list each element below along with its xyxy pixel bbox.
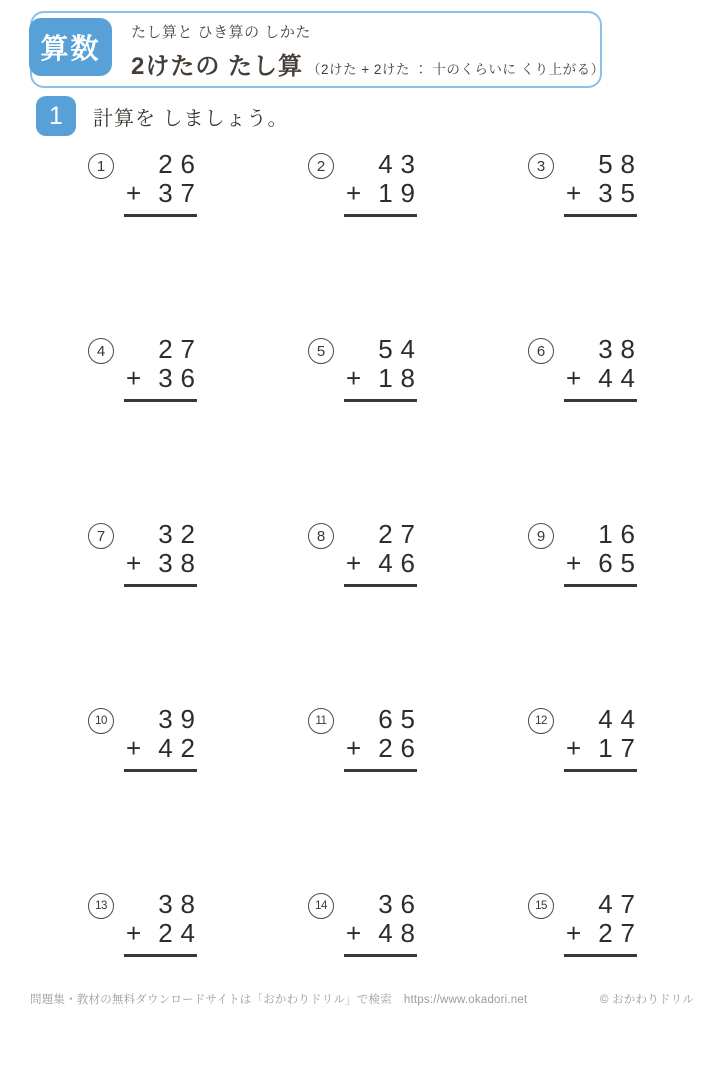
footer-promo-text: 問題集・教材の無料ダウンロードサイトは「おかわりドリル」で検索 xyxy=(30,994,392,1006)
problem-9 xyxy=(528,520,724,705)
section-heading xyxy=(36,96,289,136)
problem-number: 15 xyxy=(528,893,554,919)
plus-sign: + xyxy=(566,548,582,579)
addend-bottom: 44 xyxy=(598,363,643,394)
footer-copyright: © おかわりドリル xyxy=(600,994,694,1006)
vertical-addition xyxy=(344,334,423,402)
vertical-addition xyxy=(344,889,423,957)
addend-top: 16 xyxy=(598,519,643,549)
plus-sign: + xyxy=(126,733,142,764)
problem-number: 8 xyxy=(308,523,334,549)
addend-bottom: 24 xyxy=(158,918,203,949)
addend-bottom: 38 xyxy=(158,548,203,579)
addend-bottom: 26 xyxy=(378,733,423,764)
problem-8 xyxy=(308,520,528,705)
vertical-addition xyxy=(344,704,423,772)
section-number-badge: 1 xyxy=(36,96,76,136)
addend-top: 26 xyxy=(158,149,203,179)
addend-bottom: 48 xyxy=(378,918,423,949)
footer-url: https://www.okadori.net xyxy=(403,994,528,1006)
vertical-addition xyxy=(124,334,203,402)
plus-sign: + xyxy=(346,363,362,394)
addend-top: 65 xyxy=(378,704,423,734)
addend-top: 58 xyxy=(598,149,643,179)
addend-bottom: 19 xyxy=(378,178,423,209)
title-main: 2けたの たし算 xyxy=(131,53,304,80)
addend-top: 27 xyxy=(378,519,423,549)
plus-sign: + xyxy=(126,363,142,394)
addend-top: 44 xyxy=(598,704,643,734)
vertical-addition xyxy=(564,149,643,217)
problem-15 xyxy=(528,890,724,1075)
vertical-addition xyxy=(564,519,643,587)
title-main-line xyxy=(131,46,605,81)
problem-11 xyxy=(308,705,528,890)
addend-bottom: 18 xyxy=(378,363,423,394)
addend-bottom: 27 xyxy=(598,918,643,949)
problem-14 xyxy=(308,890,528,1075)
title-text xyxy=(131,21,605,81)
problem-number: 6 xyxy=(528,338,554,364)
plus-sign: + xyxy=(346,178,362,209)
subject-badge: 算数 xyxy=(29,18,112,76)
addend-bottom: 35 xyxy=(598,178,643,209)
problem-13 xyxy=(88,890,308,1075)
plus-sign: + xyxy=(566,363,582,394)
addend-top: 38 xyxy=(158,889,203,919)
plus-sign: + xyxy=(346,548,362,579)
addend-bottom: 46 xyxy=(378,548,423,579)
problem-number: 3 xyxy=(528,153,554,179)
addend-bottom: 36 xyxy=(158,363,203,394)
problems-grid xyxy=(88,150,724,1075)
plus-sign: + xyxy=(566,178,582,209)
title-note: （2けた + 2けた ： 十のくらいに くり上がる） xyxy=(307,62,605,77)
plus-sign: + xyxy=(126,548,142,579)
problem-number: 11 xyxy=(308,708,334,734)
problem-number: 9 xyxy=(528,523,554,549)
plus-sign: + xyxy=(346,733,362,764)
problem-3 xyxy=(528,150,724,335)
addend-bottom: 17 xyxy=(598,733,643,764)
problem-10 xyxy=(88,705,308,890)
title-subtitle: たし算と ひき算の しかた xyxy=(131,24,311,41)
vertical-addition xyxy=(124,519,203,587)
vertical-addition xyxy=(564,889,643,957)
vertical-addition xyxy=(344,519,423,587)
plus-sign: + xyxy=(566,918,582,949)
vertical-addition xyxy=(124,149,203,217)
vertical-addition xyxy=(344,149,423,217)
problem-number: 2 xyxy=(308,153,334,179)
vertical-addition xyxy=(564,334,643,402)
problem-4 xyxy=(88,335,308,520)
page-footer xyxy=(30,991,694,1007)
problem-number: 4 xyxy=(88,338,114,364)
addend-bottom: 65 xyxy=(598,548,643,579)
plus-sign: + xyxy=(126,918,142,949)
problem-1 xyxy=(88,150,308,335)
vertical-addition xyxy=(124,889,203,957)
problem-2 xyxy=(308,150,528,335)
plus-sign: + xyxy=(346,918,362,949)
plus-sign: + xyxy=(126,178,142,209)
addend-top: 36 xyxy=(378,889,423,919)
problem-7 xyxy=(88,520,308,705)
vertical-addition xyxy=(564,704,643,772)
problem-number: 14 xyxy=(308,893,334,919)
problem-12 xyxy=(528,705,724,890)
worksheet-header xyxy=(30,11,605,88)
addend-top: 43 xyxy=(378,149,423,179)
problem-5 xyxy=(308,335,528,520)
problem-number: 7 xyxy=(88,523,114,549)
problem-number: 10 xyxy=(88,708,114,734)
vertical-addition xyxy=(124,704,203,772)
addend-top: 38 xyxy=(598,334,643,364)
addend-bottom: 37 xyxy=(158,178,203,209)
addend-top: 32 xyxy=(158,519,203,549)
section-instruction: 計算を しましょう。 xyxy=(93,107,289,130)
addend-top: 27 xyxy=(158,334,203,364)
addend-top: 47 xyxy=(598,889,643,919)
problem-6 xyxy=(528,335,724,520)
problem-number: 12 xyxy=(528,708,554,734)
addend-top: 39 xyxy=(158,704,203,734)
addend-bottom: 42 xyxy=(158,733,203,764)
problem-number: 1 xyxy=(88,153,114,179)
problem-number: 13 xyxy=(88,893,114,919)
addend-top: 54 xyxy=(378,334,423,364)
plus-sign: + xyxy=(566,733,582,764)
problem-number: 5 xyxy=(308,338,334,364)
footer-promo xyxy=(30,991,527,1007)
